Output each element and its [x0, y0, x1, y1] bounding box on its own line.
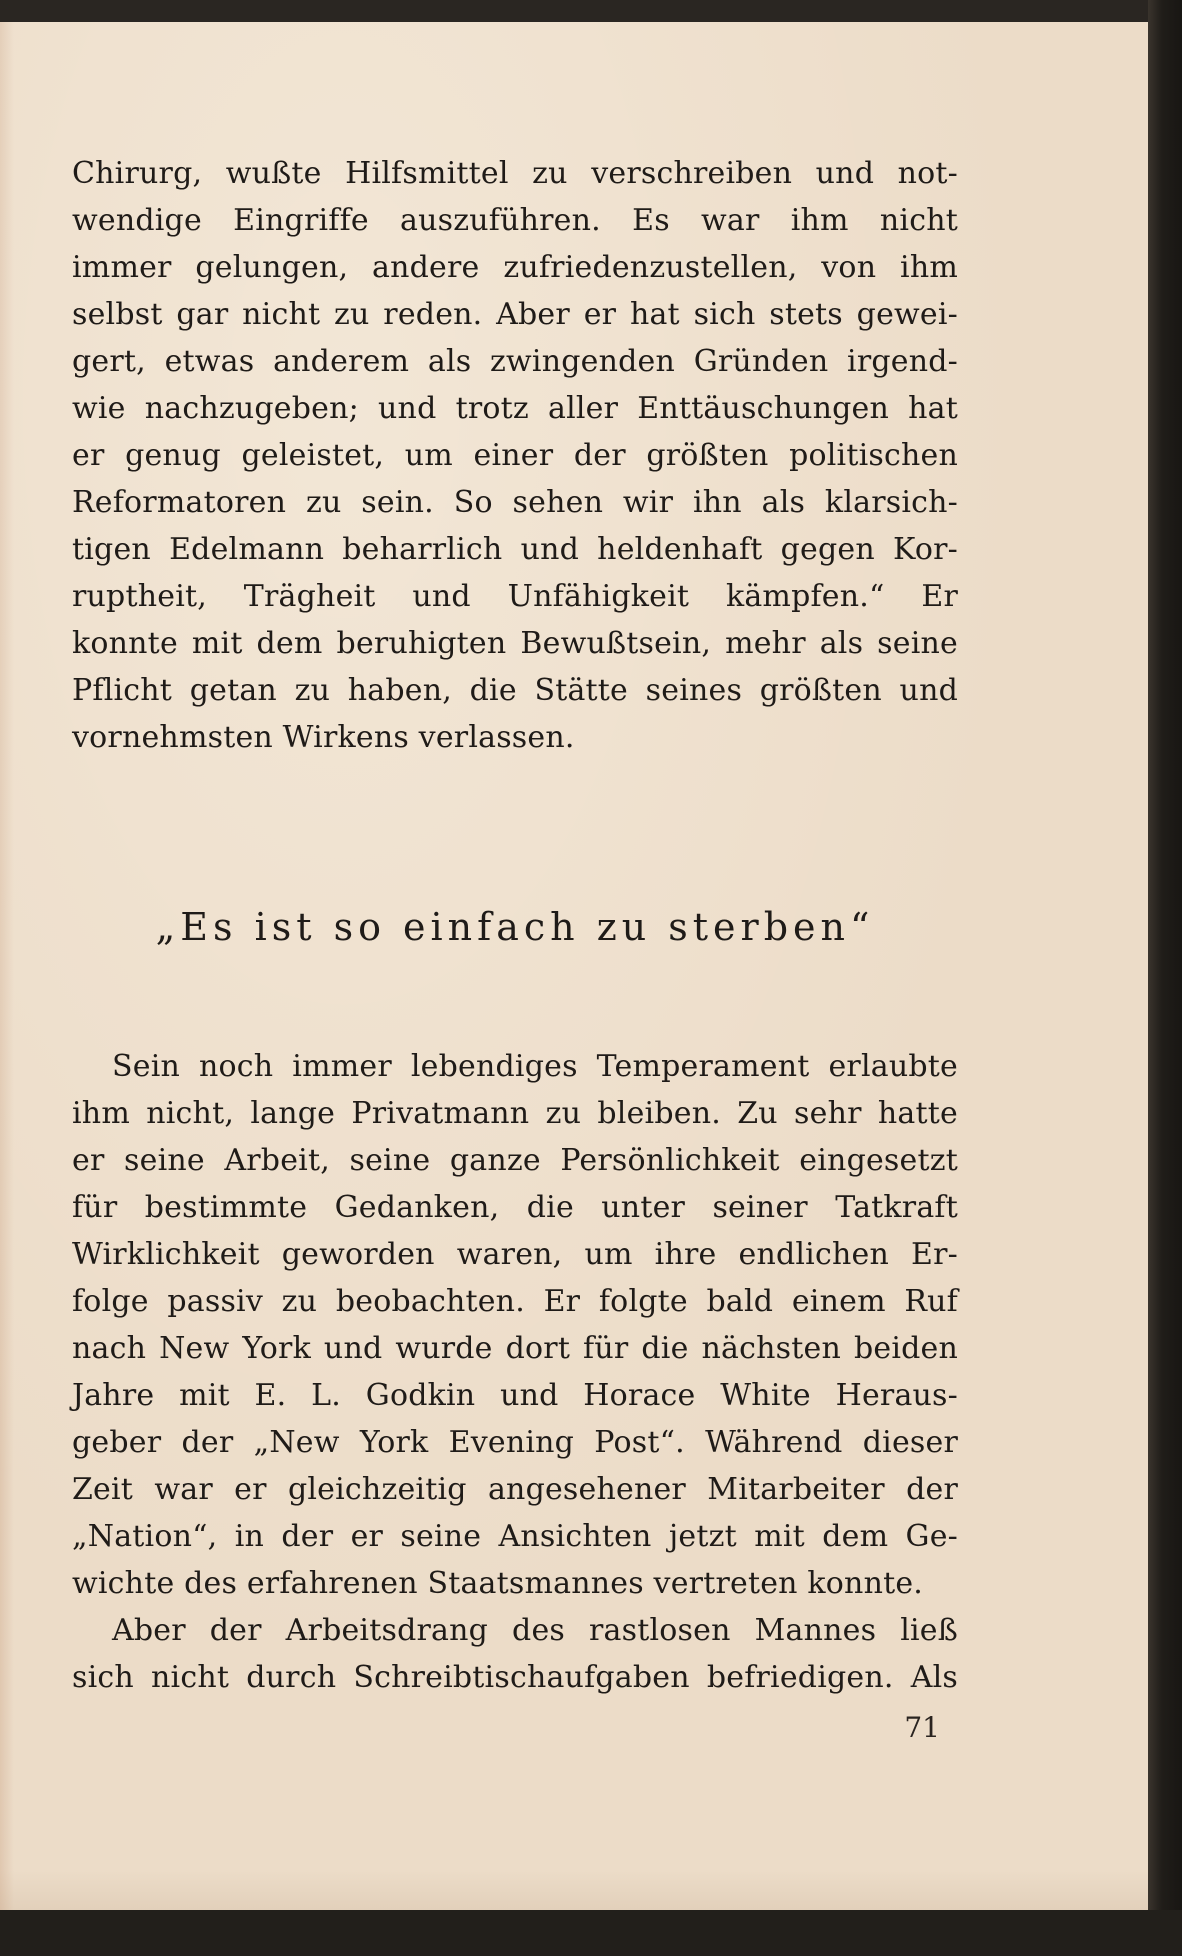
text-line: gert, etwas anderem als zwingenden Gründen irgend- — [72, 344, 958, 379]
book-spine-shadow — [1148, 0, 1182, 1956]
text-line: immer gelungen, andere zufriedenzustellen, von ihm — [72, 250, 958, 285]
text-line: Reformatoren zu sein. So sehen wir ihn als klarsich- — [72, 485, 958, 520]
text-line: Pflicht getan zu haben, die Stätte seines größten und — [72, 673, 958, 708]
text-line: wichte des erfahrenen Staatsmannes vertreten konnte. — [72, 1566, 924, 1601]
text-line: folge passiv zu beobachten. Er folgte bald einem Ruf — [72, 1284, 958, 1319]
scan-bottom-border — [0, 1910, 1182, 1956]
text-line: vornehmsten Wirkens verlassen. — [72, 720, 575, 755]
text-line: Aber der Arbeitsdrang des rastlosen Mannes ließ — [112, 1613, 958, 1648]
text-line: wie nachzugeben; und trotz aller Enttäuschungen hat — [72, 391, 958, 426]
text-line: für bestimmte Gedanken, die unter seiner Tatkraft — [72, 1190, 958, 1225]
text-line: Sein noch immer lebendiges Temperament erlaubte — [112, 1049, 958, 1084]
text-line: Jahre mit E. L. Godkin und Horace White Heraus- — [72, 1378, 958, 1413]
scan-top-border — [0, 0, 1182, 22]
text-line: tigen Edelmann beharrlich und heldenhaft gegen Kor- — [72, 532, 958, 567]
section-heading: „Es ist so einfach zu sterben“ — [155, 905, 875, 949]
text-line: selbst gar nicht zu reden. Aber er hat sich stets gewei- — [72, 297, 958, 332]
paragraph-1 — [72, 150, 958, 761]
paragraph-2 — [72, 1043, 958, 1607]
text-line: Chirurg, wußte Hilfsmittel zu verschreiben und not- — [72, 156, 958, 191]
page-number: 71 — [904, 1711, 940, 1744]
text-line: „Nation“, in der er seine Ansichten jetzt mit dem Ge- — [72, 1519, 958, 1554]
text-line: er genug geleistet, um einer der größten politischen — [72, 438, 958, 473]
text-line: er seine Arbeit, seine ganze Persönlichkeit eingesetzt — [72, 1143, 958, 1178]
text-line: Zeit war er gleichzeitig angesehener Mitarbeiter der — [72, 1472, 958, 1507]
text-line: Wirklichkeit geworden waren, um ihre endlichen Er- — [72, 1237, 958, 1272]
text-line: sich nicht durch Schreibtischaufgaben befriedigen. Als — [72, 1660, 958, 1695]
text-line: nach New York und wurde dort für die nächsten beiden — [72, 1331, 958, 1366]
text-line: konnte mit dem beruhigten Bewußtsein, mehr als seine — [72, 626, 958, 661]
text-line: geber der „New York Evening Post“. Während dieser — [72, 1425, 958, 1460]
text-line: ruptheit, Trägheit und Unfähigkeit kämpfen.“ Er — [72, 579, 958, 614]
text-line: ihm nicht, lange Privatmann zu bleiben. Zu sehr hatte — [72, 1096, 958, 1131]
text-line: wendige Eingriffe auszuführen. Es war ihm nicht — [72, 203, 958, 238]
paragraph-3 — [72, 1607, 958, 1701]
